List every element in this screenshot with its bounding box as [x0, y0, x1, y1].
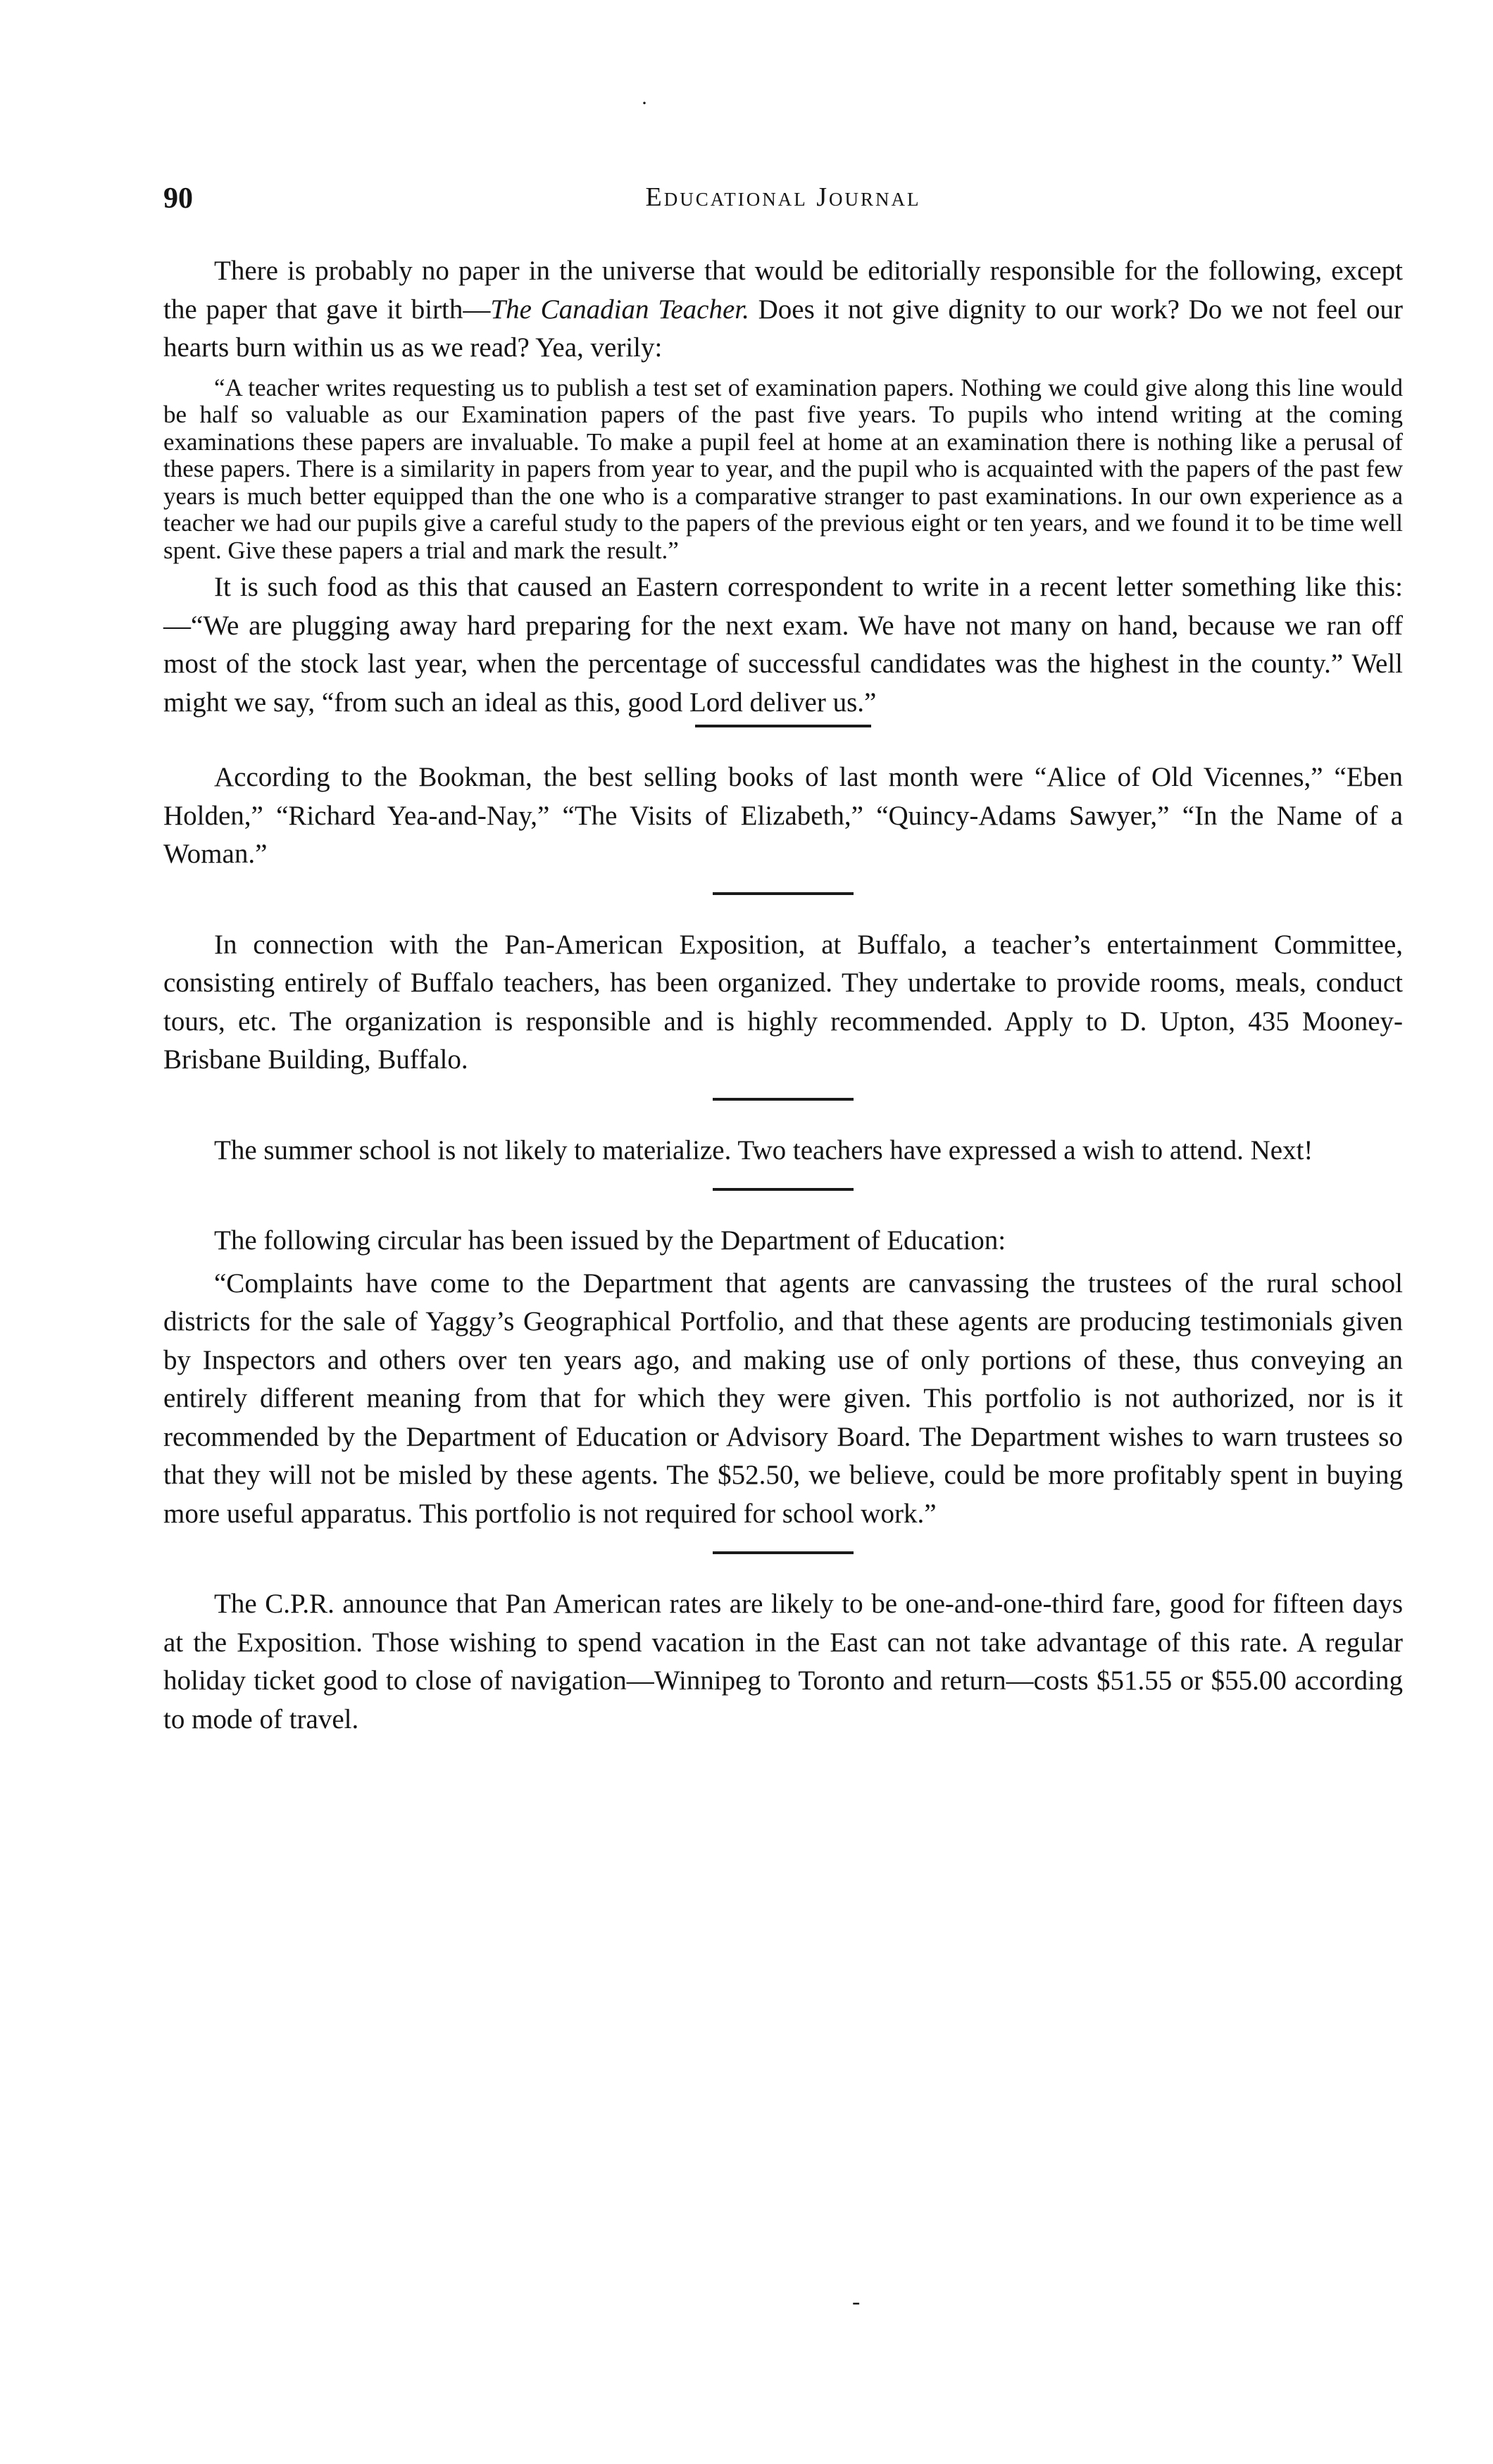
section-divider: [713, 1098, 854, 1101]
editorial-intro-text: There is probably no paper in the universe that would be editorially responsible for the following, except the paper that gave it birth—: [163, 256, 1403, 325]
pan-american-paragraph: In connection with the Pan-American Exposition, at Buffalo, a teacher’s entertainment Committee, consisting entirely of Buffalo teachers, has been organized. They undertake to provide rooms, meals, conduct tours, etc. The organization is responsible and is highly recommended. Apply to D. Upton, 435 Mooney-Brisbane Building, Buffalo.: [163, 929, 1403, 1075]
page-header: [163, 182, 1403, 221]
page-number: 90: [163, 182, 193, 215]
cited-periodical-title: The Canadian Teacher.: [490, 294, 749, 325]
summer-school-paragraph: The summer school is not likely to materialize. Two teachers have expressed a wish to attend. Next!: [214, 1134, 1313, 1165]
running-head: Educational Journal: [645, 182, 921, 212]
section-divider: [713, 1551, 854, 1554]
text-column: [163, 252, 1403, 1739]
section-divider: [713, 1188, 854, 1191]
ink-mark: ‐: [852, 2289, 861, 2315]
circular-intro: The following circular has been issued by the Department of Education:: [214, 1225, 1006, 1256]
section-divider: [713, 892, 854, 895]
editorial-intro: [163, 252, 1403, 368]
editorial-followup: It is such food as this that caused an Eastern correspondent to write in a recent letter something like this:—“We are plugging away hard preparing for the next exam. We have not many on hand, because we ran off most of the stock last year, when the percentage of successful candidates was the highest in the county.” Well might we say, “from such an ideal as this, good Lord deliver us.”: [163, 572, 1403, 718]
circular-quote: “Complaints have come to the Department that agents are canvassing the trustees of the rural school districts for the sale of Yaggy’s Geographical Portfolio, and that these agents are producing testimonials given by Inspectors and others over ten years ago, and making use of only portions of these, thus conveying an entirely different meaning from that for which they were given. This portfolio is not authorized, nor is it recommended by the Department of Education or Advisory Board. The Department wishes to warn trustees so that they will not be misled by these agents. The $52.50, we believe, could be more profitably spent in buying more useful apparatus. This portfolio is not required for school work.”: [163, 1268, 1403, 1529]
editorial-intro-text-end: Does it not give dignity to our work? Do we not feel our hearts burn within us as we read? Yea, verily:: [163, 294, 1404, 363]
quoted-passage: “A teacher writes requesting us to publish a test set of examination papers. Nothing we could give along this line would be half so valuable as our Examination papers of the past five years. To pupils who intend writing at the coming examinations these papers are invaluable. To make a pupil feel at home at an examination there is nothing like a perusal of these papers. There is a similarity in papers from year to year, and the pupil who is acquainted with the papers of the past few years is much better equipped than the one who is a comparative stranger to past examinations. In our own experience as a teacher we had our pupils give a careful study to the papers of the previous eight or ten years, and we found it to be time well spent. Give these papers a trial and mark the result.”: [163, 373, 1403, 564]
section-divider: [695, 725, 871, 727]
bookman-paragraph: According to the Bookman, the best selling books of last month were “Alice of Old Vicennes,” “Eben Holden,” “Richard Yea-and-Nay,” “The Visits of Elizabeth,” “Quincy-Adams Sawyer,” “In the Name of a Woman.”: [163, 762, 1403, 869]
cpr-paragraph: The C.P.R. announce that Pan American rates are likely to be one-and-one-third fare, good for fifteen days at the Exposition. Those wishing to spend vacation in the East can not take advantage of this rate. A regular holiday ticket good to close of navigation—Winnipeg to Toronto and return—costs $51.55 or $55.00 according to mode of travel.: [163, 1589, 1403, 1734]
ink-speck: ·: [641, 92, 648, 115]
